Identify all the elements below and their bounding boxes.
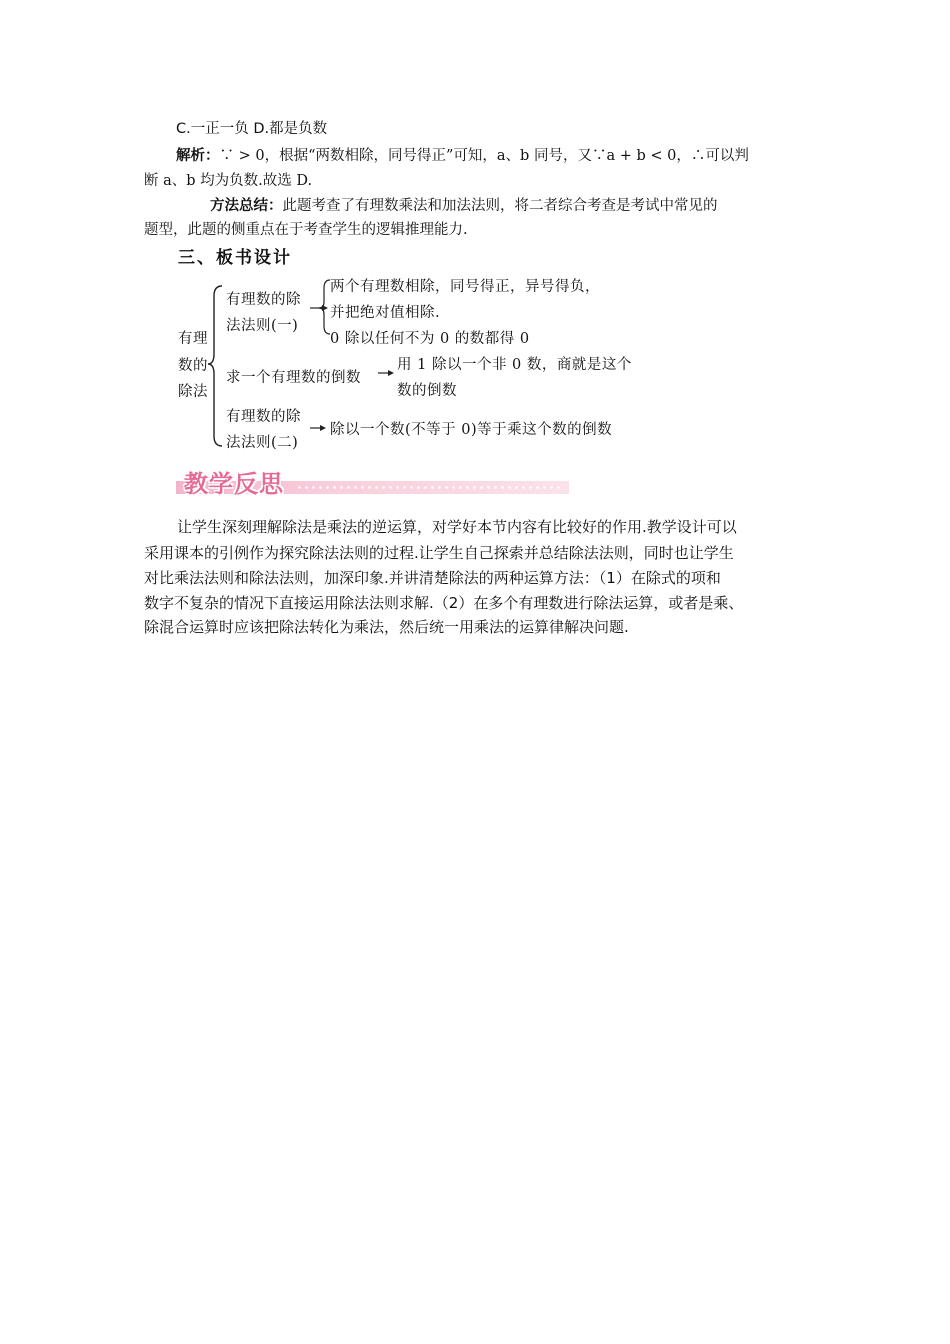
main-brace <box>208 286 222 446</box>
reflection-line-4: 数字不复杂的情况下直接运用除法法则求解.（2）在多个有理数进行除法运算，或者是乘、 <box>144 594 744 612</box>
branch1-rule-2: 并把绝对值相除. <box>330 305 441 321</box>
analysis-line-2: 断 a、b 均为负数.故选 D. <box>144 173 313 189</box>
analysis-text-1: ∵ > 0，根据“两数相除，同号得正”可知，a、b 同号，又∵a + b < 0，∴可以判 <box>219 148 749 164</box>
reflection-banner <box>176 464 569 496</box>
banner-dots <box>296 485 561 490</box>
analysis-line-1 <box>176 144 749 165</box>
reflection-line-3: 对比乘法法则和除法法则，加深印象.并讲清楚除法的两种运算方法：（1）在除式的项和 <box>144 569 721 587</box>
arrow-2-head <box>388 370 394 376</box>
options-line: C.一正一负 D.都是负数 <box>176 121 328 137</box>
branch3-label-1: 有理数的除 <box>226 409 301 425</box>
method-text-1: 此题考查了有理数乘法和加法法则，将二者综合考查是考试中常见的 <box>282 198 718 214</box>
root-label-3: 除法 <box>178 384 208 400</box>
root-label-1: 有理 <box>178 331 208 347</box>
reflection-line-5: 除混合运算时应该把除法转化为乘法，然后统一用乘法的运算律解决问题. <box>144 618 629 636</box>
branch3-label-2: 法法则(二) <box>226 435 299 451</box>
root-label-2: 数的 <box>178 358 208 374</box>
arrow-1-head <box>322 305 328 311</box>
reflection-line-2: 采用课本的引例作为探究除法法则的过程.让学生自己探索并总结除法法则，同时也让学生 <box>144 544 734 562</box>
branch2-rule-2: 数的倒数 <box>397 383 457 399</box>
branch3-rule: 除以一个数(不等于 0)等于乘这个数的倒数 <box>330 422 613 438</box>
banner-title: 教学反思 <box>184 470 284 498</box>
branch1-rule-3: 0 除以任何不为 0 的数都得 0 <box>330 331 530 347</box>
analysis-label: 解析： <box>176 147 220 164</box>
branch2-label: 求一个有理数的倒数 <box>226 370 361 386</box>
section-title: 三、板书设计 <box>178 248 292 268</box>
reflection-line-1: 让学生深刻理解除法是乘法的逆运算，对学好本节内容有比较好的作用.教学设计可以 <box>177 518 737 536</box>
branch1-label-2: 法法则(一) <box>226 318 299 334</box>
branch1-label-1: 有理数的除 <box>226 292 301 308</box>
branch1-rule-1: 两个有理数相除，同号得正，异号得负， <box>330 279 600 295</box>
method-line-2: 题型，此题的侧重点在于考查学生的逻辑推理能力. <box>144 222 468 238</box>
method-line-1 <box>210 194 718 215</box>
arrow-3-head <box>320 425 326 431</box>
branch2-rule-1: 用 1 除以一个非 0 数，商就是这个 <box>397 357 632 373</box>
method-label: 方法总结： <box>210 197 283 214</box>
